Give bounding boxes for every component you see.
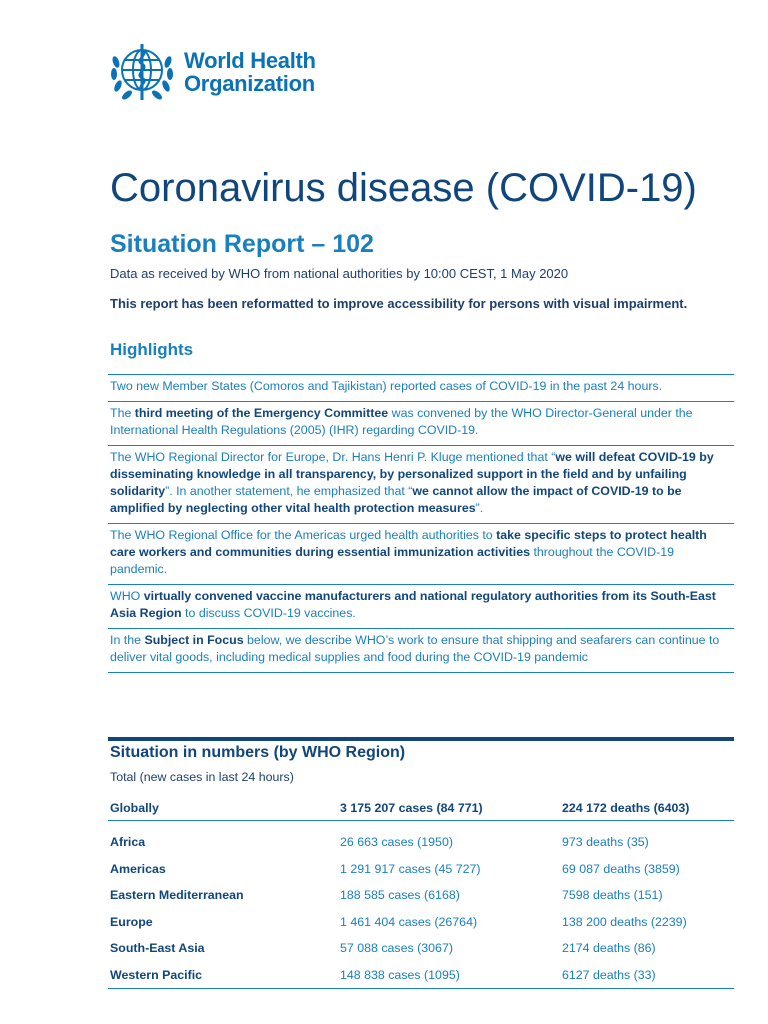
highlight-text: ”.	[475, 501, 484, 515]
region-name: Americas	[110, 861, 166, 876]
situation-heading: Situation in numbers (by WHO Region)	[110, 744, 406, 761]
highlight-text: throughout the COVID-19 pandemic.	[110, 545, 674, 576]
region-cases: 188 585 cases (6168)	[340, 888, 460, 903]
region-cases: 57 088 cases (3067)	[340, 941, 453, 956]
section-divider-bar	[108, 737, 734, 741]
highlight-text: Two new Member States (Comoros and Tajikistan) reported cases of COVID-19 in the past 24 hours.	[110, 379, 663, 393]
region-deaths: 2174 deaths (86)	[562, 941, 656, 956]
highlight-text: to discuss COVID-19 vaccines.	[181, 606, 356, 620]
region-row	[108, 935, 734, 962]
region-cases: 148 838 cases (1095)	[338, 962, 560, 989]
data-source-line: Data as received by WHO from national authorities by 10:00 CEST, 1 May 2020	[110, 266, 569, 281]
highlight-emphasis: third meeting of the Emergency Committee	[134, 406, 389, 420]
global-label: Globally	[108, 796, 338, 821]
wordmark-line2: Organization	[184, 71, 315, 96]
region-deaths: 69 087 deaths (3859)	[562, 861, 680, 876]
highlight-text: ”. In another statement, he emphasized that “	[165, 484, 413, 498]
report-title: Coronavirus disease (COVID-19)	[110, 166, 697, 210]
table-spacer	[108, 821, 734, 830]
region-cases: 1 461 404 cases (26764)	[340, 914, 478, 929]
highlight-text: In the	[110, 633, 145, 647]
highlights-list	[108, 374, 734, 673]
highlight-text: The WHO Regional Director for Europe, Dr. Hans Henri P. Kluge mentioned that “	[110, 450, 556, 464]
highlight-item	[108, 523, 734, 584]
highlight-emphasis: we will defeat COVID-19 by disseminating knowledge in all transparency, by personalized support in the field and by unfailing solidarity	[110, 450, 714, 498]
region-name: Africa	[110, 835, 146, 850]
region-cases: 26 663 cases (1950)	[340, 835, 453, 850]
region-deaths: 138 200 deaths (2239)	[562, 914, 687, 929]
highlight-emphasis: we cannot allow the impact of COVID-19 to be amplified by neglecting other vital health protection measures	[110, 484, 682, 515]
highlight-item	[108, 401, 734, 445]
wordmark-line1: World Health	[184, 48, 316, 73]
report-subtitle: Situation Report – 102	[110, 230, 374, 258]
highlight-text: was convened by the WHO Director-General under the International Health Regulations (2005) (IHR) regarding COVID-19.	[110, 406, 693, 437]
highlight-text: WHO	[110, 589, 144, 603]
region-deaths: 7598 deaths (151)	[562, 888, 663, 903]
region-name: Europe	[110, 914, 153, 929]
region-name: Eastern Mediterranean	[110, 888, 244, 903]
region-name: South-East Asia	[110, 941, 205, 956]
who-emblem-icon	[108, 40, 176, 104]
highlight-text: below, we describe WHO’s work to ensure that shipping and seafarers can continue to deliver vital goods, including medical supplies and food during the COVID-19 pandemic	[110, 633, 720, 664]
situation-subheading: Total (new cases in last 24 hours)	[110, 770, 294, 784]
highlight-emphasis: Subject in Focus	[144, 633, 244, 647]
highlight-item	[108, 584, 734, 628]
who-logo	[108, 40, 316, 104]
highlight-item	[108, 445, 734, 523]
region-row	[108, 962, 734, 989]
highlight-item	[108, 374, 734, 401]
situation-table	[108, 796, 734, 989]
highlight-text: The WHO Regional Office for the Americas urged health authorities to	[110, 528, 497, 542]
region-name: Western Pacific	[108, 962, 338, 989]
highlight-item	[108, 628, 734, 673]
region-deaths: 6127 deaths (33)	[560, 962, 734, 989]
region-row	[108, 829, 734, 856]
region-row	[108, 882, 734, 909]
global-deaths: 224 172 deaths (6403)	[560, 796, 734, 821]
highlights-heading: Highlights	[110, 340, 194, 359]
highlight-emphasis: take specific steps to protect health care workers and communities during essential immunization activities	[110, 528, 707, 559]
who-wordmark	[184, 49, 316, 95]
accessibility-note: This report has been reformatted to improve accessibility for persons with visual impairment.	[110, 296, 688, 311]
highlight-emphasis: virtually convened vaccine manufacturers and national regulatory authorities from its South-East Asia Region	[110, 589, 716, 620]
region-row	[108, 909, 734, 936]
region-cases: 1 291 917 cases (45 727)	[340, 861, 481, 876]
region-deaths: 973 deaths (35)	[562, 835, 649, 850]
global-row	[108, 796, 734, 821]
region-row	[108, 856, 734, 883]
highlight-text: The	[110, 406, 135, 420]
global-cases: 3 175 207 cases (84 771)	[338, 796, 560, 821]
